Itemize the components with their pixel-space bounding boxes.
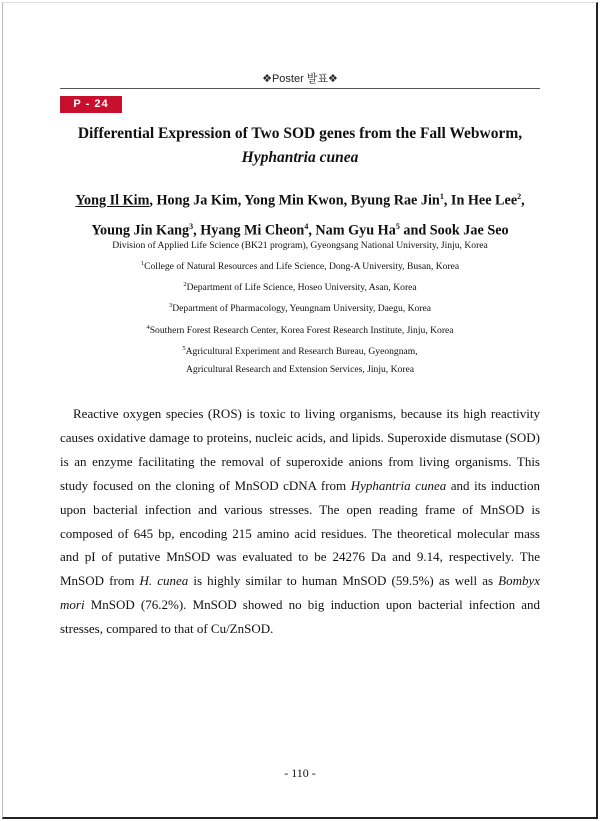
affiliation-text: Agricultural Experiment and Research Bureau, Gyeongnam, <box>185 345 418 357</box>
abstract-text: MnSOD (76.2%). MnSOD showed no big induction upon bacterial infection and stresses, compared to that of Cu/ZnSOD. <box>60 597 540 637</box>
species-name: Hyphantria cunea <box>350 477 447 493</box>
affiliation-sup: 2 <box>183 281 187 289</box>
author-sup: 2 <box>517 192 522 201</box>
affiliation-text: College of Natural Resources and Life Science, Dong-A University, Busan, Korea <box>144 261 460 273</box>
affiliation <box>60 255 540 276</box>
affiliation-text: Southern Forest Research Center, Korea Forest Research Institute, Jinju, Korea <box>149 324 454 336</box>
author-line-2: Young Jin Kang$^3$, Hyang Mi Cheon$^4$, Nam Gyu Ha$^5$ and Sook Jae Seo <box>91 221 509 239</box>
affiliation-text: Department of Pharmacology, Yeungnam University, Daegu, Korea <box>172 303 432 315</box>
author-sup: 5 <box>395 221 400 231</box>
affiliation <box>60 297 540 318</box>
affiliation-sup: 1 <box>140 260 145 267</box>
title-species: Hyphantria cunea <box>241 149 359 166</box>
affiliation <box>60 237 540 255</box>
paper-title <box>60 122 540 170</box>
affiliation-text: Division of Applied Life Science (BK21 program), Gyeongsang National University, Jinju, Korea <box>112 240 488 251</box>
author-name: Yong Il Kim <box>75 192 150 209</box>
page-number: - 110 - <box>284 766 316 780</box>
abstract-text: is highly similar to human MnSOD (59.5%) as well as <box>193 573 494 589</box>
affiliation-text: Department of Life Science, Hoseo University, Asan, Korea <box>186 282 417 294</box>
author-name: Sook Jae Seo <box>429 222 509 239</box>
author-name: Byung Rae Jin <box>350 192 440 209</box>
author-sup: 1 <box>439 192 444 201</box>
affiliation-sup: 4 <box>146 323 150 331</box>
author-name: Hyang Mi Cheon <box>200 222 305 239</box>
affiliation <box>60 340 540 361</box>
species-name: H. cunea <box>139 573 189 589</box>
affiliation <box>60 276 540 297</box>
author-name: Nam Gyu Ha <box>315 222 396 239</box>
affiliation <box>60 361 540 379</box>
author-sup: 4 <box>304 221 309 231</box>
affiliation-list <box>60 237 540 379</box>
abstract-paragraph <box>60 402 540 641</box>
author-conjunction: and <box>403 222 427 239</box>
affiliation <box>60 319 540 340</box>
species-name: Bombyx mori <box>60 573 541 613</box>
author-name: Hong Ja Kim <box>156 192 238 209</box>
author-line-1: Yong Il Kim, Hong Ja Kim, Yong Min Kwon, Byung Rae Jin$^1$, In Hee Lee$^2$, <box>75 192 525 209</box>
poster-number-badge: P - 24 <box>60 96 122 113</box>
affiliation-sup: 3 <box>168 302 173 310</box>
author-list <box>60 184 540 243</box>
author-name: Yong Min Kwon <box>244 192 344 209</box>
header-rule <box>60 88 540 89</box>
affiliation-text: Agricultural Research and Extension Services, Jinju, Korea <box>185 363 415 375</box>
title-line: Differential Expression of Two SOD genes from the Fall Webworm, <box>77 125 523 142</box>
affiliation-sup: 5 <box>182 344 186 352</box>
author-name: In Hee Lee <box>450 192 518 209</box>
author-name: Young Jin Kang <box>91 222 190 239</box>
author-sup: 3 <box>189 221 194 231</box>
section-header: ❖Poster 발표❖ <box>262 73 338 85</box>
abstract-text: and its induction upon bacterial infection and various stresses. The open reading frame of MnSOD is composed of 645 bp, encoding 215 amino acid residues. The theoretical molecular mass and pI of putative MnSOD was evaluated to be 24276 Da and 9.14, respectively. The MnSOD from <box>60 477 541 589</box>
abstract-text: Reactive oxygen species (ROS) is toxic to living organisms, because its high reactivity causes oxidative damage to proteins, nucleic acids, and lipids. Superoxide dismutase (SOD) is an enzyme facilitating the removal of superoxide anions from living organisms. This study focused on the cloning of MnSOD cDNA from <box>60 406 540 493</box>
